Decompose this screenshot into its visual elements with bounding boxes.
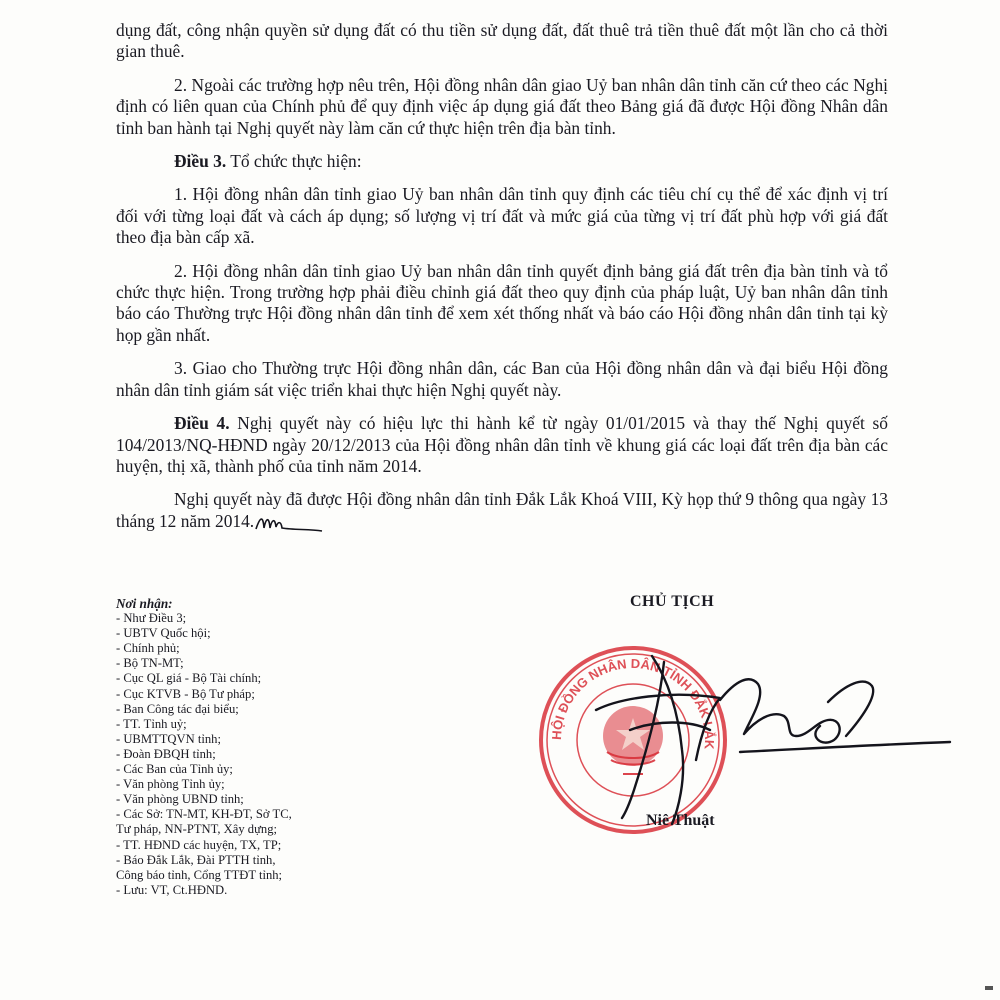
recipient-item: - Các Ban của Tỉnh ủy; xyxy=(116,762,233,777)
signer-title: CHỦ TỊCH xyxy=(630,593,715,610)
article-4-paragraph xyxy=(116,413,888,477)
paragraph-text: 3. Giao cho Thường trực Hội đồng nhân dân, các Ban của Hội đồng nhân dân và đại biểu Hội đồng nhân dân tỉnh giám sát việc triển khai thực hiện Nghị quyết này. xyxy=(116,358,888,400)
paragraph-article-3-item-1 xyxy=(116,184,888,248)
document-body xyxy=(116,20,888,545)
paragraph-clause-2 xyxy=(116,75,888,139)
recipients-heading: Nơi nhận: xyxy=(116,596,173,611)
recipient-item: - UBTV Quốc hội; xyxy=(116,626,211,641)
paragraph-text: dụng đất, công nhận quyền sử dụng đất có thu tiền sử dụng đất, đất thuê trả tiền thuê đất một lần cho cả thời gian thuê. xyxy=(116,20,888,62)
paragraph-continuation xyxy=(116,20,888,63)
recipient-item: - Báo Đắk Lắk, Đài PTTH tỉnh, xyxy=(116,852,276,867)
paragraph-article-3-item-2 xyxy=(116,261,888,347)
recipient-item: - Cục KTVB - Bộ Tư pháp; xyxy=(116,686,255,701)
paragraph-text: 2. Ngoài các trường hợp nêu trên, Hội đồng nhân dân giao Uỷ ban nhân dân tỉnh căn cứ theo các Nghị định có liên quan của Chính phủ để quy định việc áp dụng giá đất theo Bảng giá đã được Hội đồng Nhân dân tỉnh ban hành tại Nghị quyết này làm căn cứ thực hiện trên địa bàn tỉnh. xyxy=(116,74,888,138)
recipient-item: - Chính phủ; xyxy=(116,641,180,656)
recipient-item: - Các Sở: TN-MT, KH-ĐT, Sở TC, xyxy=(116,807,292,822)
paragraph-text: Nghị quyết này có hiệu lực thi hành kể từ ngày 01/01/2015 và thay thế Nghị quyết số 104/2013/NQ-HĐND ngày 20/12/2013 của Hội đồng nhân dân tỉnh về khung giá các loại đất trên địa bàn các huyện, thị xã, thành phố của tỉnh năm 2014. xyxy=(116,413,888,476)
recipients-list xyxy=(116,596,436,898)
article-label: Điều 4. xyxy=(174,413,230,434)
handwritten-signature xyxy=(560,640,960,830)
article-3-heading xyxy=(116,151,888,172)
recipient-item: - Đoàn ĐBQH tỉnh; xyxy=(116,746,216,761)
seal-text: HỘI ĐỒNG NHÂN DÂN TỈNH ĐẮK LẮK xyxy=(548,655,718,750)
signer-name: Niê Thuật xyxy=(646,812,715,829)
recipient-item: - Bộ TN-MT; xyxy=(116,656,184,671)
paragraph-text: 1. Hội đồng nhân dân tỉnh giao Uỷ ban nhân dân tỉnh quy định các tiêu chí cụ thể để xác định vị trí đối với từng loại đất và cách áp dụng; số lượng vị trí đất và mức giá của từng vị trí đất phù hợp với giá đất theo địa bàn cấp xã. xyxy=(116,184,888,248)
scan-mark xyxy=(985,986,993,990)
recipient-item: - Ban Công tác đại biểu; xyxy=(116,701,239,716)
recipient-item: - TT. Tỉnh uỷ; xyxy=(116,716,187,731)
article-label: Điều 3. xyxy=(174,151,227,172)
recipient-item: - TT. HĐND các huyện, TX, TP; xyxy=(116,837,282,852)
paragraph-adoption xyxy=(116,489,888,532)
recipient-item: Công báo tỉnh, Cổng TTĐT tỉnh; xyxy=(116,867,283,882)
recipient-item: - Lưu: VT, Ct.HĐND. xyxy=(116,882,228,897)
paragraph-text: Tổ chức thực hiện: xyxy=(226,151,362,172)
recipient-item: - Cục QL giá - Bộ Tài chính; xyxy=(116,671,262,686)
recipient-item: - Văn phòng UBND tỉnh; xyxy=(116,792,244,807)
recipient-item: - UBMTTQVN tỉnh; xyxy=(116,731,221,746)
initials-mark xyxy=(254,513,324,533)
recipient-item: - Văn phòng Tỉnh ủy; xyxy=(116,777,225,792)
paragraph-article-3-item-3 xyxy=(116,358,888,401)
recipient-item: - Như Điều 3; xyxy=(116,611,187,626)
paragraph-text: 2. Hội đồng nhân dân tỉnh giao Uỷ ban nhân dân tỉnh quyết định bảng giá đất trên địa bàn tỉnh và tổ chức thực hiện. Trong trường hợp phải điều chỉnh giá đất theo quy định của pháp luật, Uỷ ban nhân dân tỉnh báo cáo Thường trực Hội đồng nhân dân tỉnh để xem xét thống nhất và báo cáo Hội đồng nhân dân tỉnh tại kỳ họp gần nhất. xyxy=(116,260,888,345)
recipient-item: Tư pháp, NN-PTNT, Xây dựng; xyxy=(116,822,278,837)
paragraph-text: Nghị quyết này đã được Hội đồng nhân dân tỉnh Đắk Lắk Khoá VIII, Kỳ họp thứ 9 thông qua ngày 13 tháng 12 năm 2014. xyxy=(116,489,888,531)
